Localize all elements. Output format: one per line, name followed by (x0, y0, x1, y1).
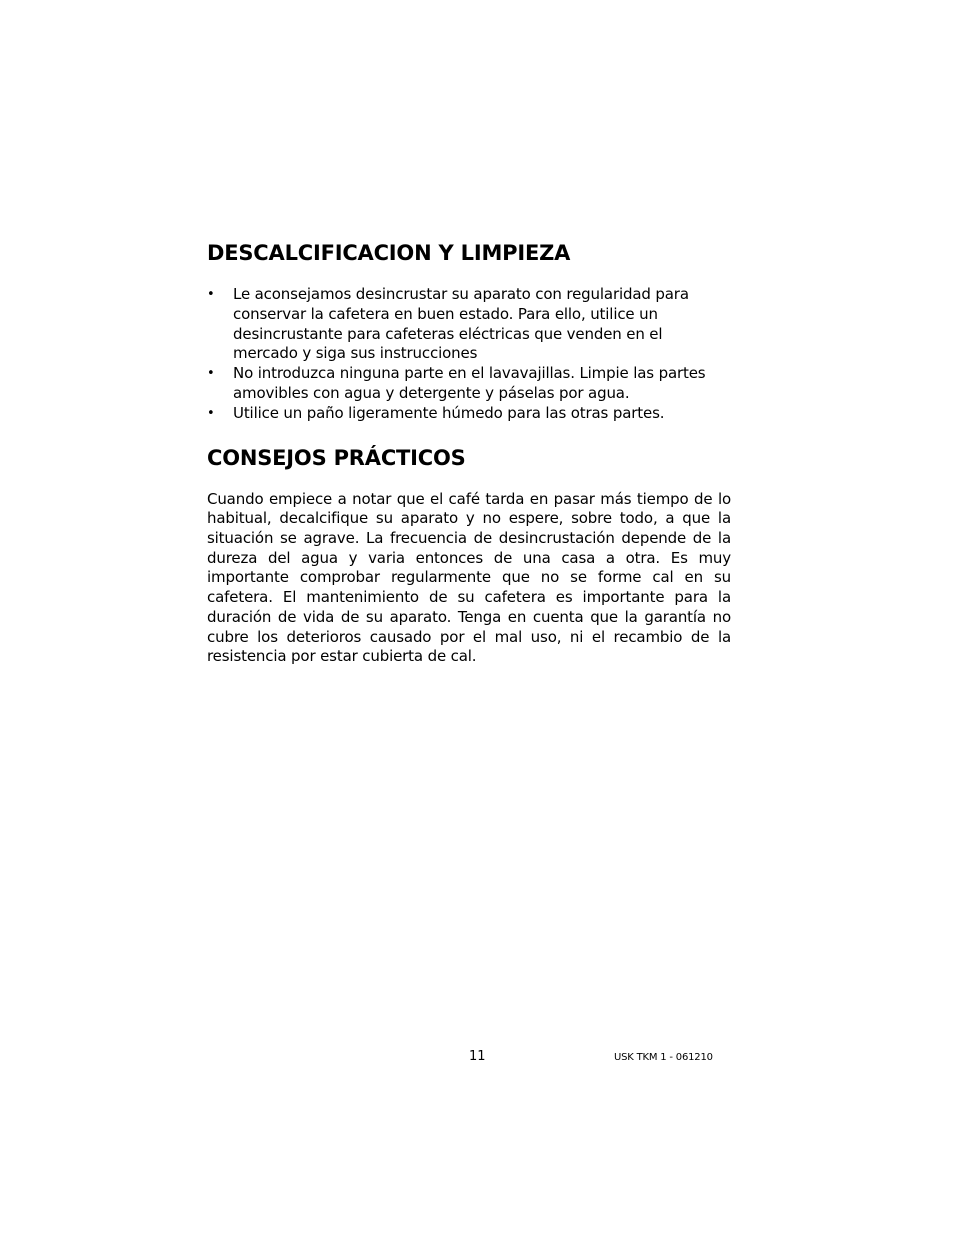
bullet-icon: • (207, 366, 215, 382)
list-item-text: No introduzca ninguna parte en el lavavajillas. Limpie las partes amovibles con agua y detergente y páselas por agua. (233, 364, 706, 402)
page-content (207, 236, 731, 667)
list-item (207, 404, 731, 424)
list-item-text: Utilice un paño ligeramente húmedo para las otras partes. (233, 403, 665, 422)
document-code: USK TKM 1 - 061210 (614, 1052, 713, 1063)
page-number: 11 (469, 1049, 486, 1064)
cleaning-bullet-list (207, 285, 731, 424)
list-item (207, 285, 731, 364)
bullet-icon: • (207, 287, 215, 302)
section-title-consejos: CONSEJOS PRÁCTICOS (207, 445, 466, 470)
section-title-descalcificacion: DESCALCIFICACION Y LIMPIEZA (207, 241, 571, 265)
bullet-icon: • (207, 405, 215, 421)
list-item-text: Le aconsejamos desincrustar su aparato con regularidad para conservar la cafetera en buen estado. Para ello, utilice un desincrustante para cafeteras eléctricas que venden en el mercado y siga sus instrucciones (233, 285, 689, 363)
list-item (207, 364, 731, 404)
tips-paragraph: Cuando empiece a notar que el café tarda en pasar más tiempo de lo habitual, decalcifique su aparato y no espere, sobre todo, a que la situación se agrave. La frecuencia de desincrustación depende de la dureza del agua y varia entonces de una casa a otra. Es muy importante comprobar regularmente que no se forme cal en su cafetera. El mantenimiento de su cafetera es importante para la duración de vida de su aparato. Tenga en cuenta que la garantía no cubre los deterioros causado por el mal uso, ni el recambio de la resistencia por estar cubierta de cal. (207, 489, 731, 666)
